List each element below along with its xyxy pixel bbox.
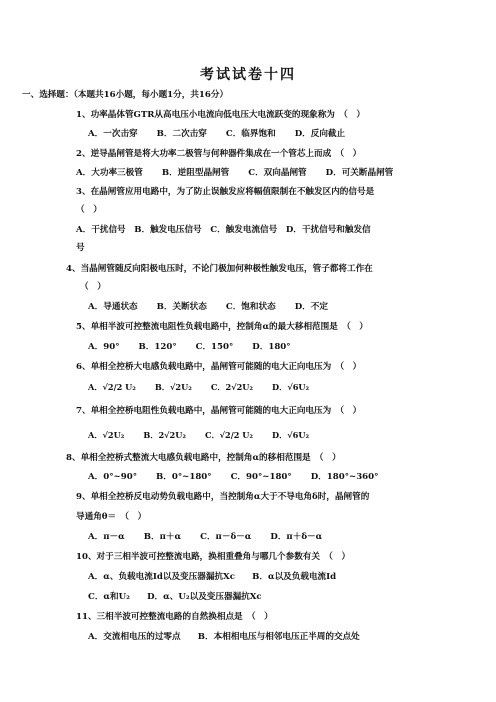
question-6-stem: 6、单相全控桥大电感负载电路中，晶闸管可能随的电大正向电压为 （ ）	[76, 362, 362, 372]
option-d: D．不定	[294, 302, 328, 312]
question-9-stem-continued: 导通角θ＝ （ ）	[76, 512, 147, 522]
question-8-stem: 8、单相全控桥式整流大电感负载电路中，控制角α的移相范围是 （ ）	[66, 453, 341, 463]
page-title: 考试试卷十四	[200, 67, 296, 83]
option-d: D．可关断晶闸管	[325, 168, 394, 178]
option-b: B．π＋α	[143, 532, 182, 542]
option-a: A．大功率三极管	[76, 168, 143, 178]
option-b: B．二次击穿	[156, 129, 207, 139]
question-7-stem: 7、单相全控桥电阻性负载电路中，晶闸管可能随的电大正向电压为 （ ）	[76, 406, 362, 416]
option-b: B．关断状态	[156, 302, 207, 312]
question-3-stem-continued: （ ）	[76, 205, 102, 215]
option-a: A．π－α	[88, 532, 125, 542]
section-heading: 一、选择题：（本题共16小题，每小题1分，共16分）	[22, 90, 229, 100]
option-b: B．2√2U₂	[143, 430, 186, 440]
option-b: B．120°	[138, 342, 177, 352]
option-c: C．150°	[195, 342, 234, 352]
option-c: C．双向晶闸管	[248, 168, 307, 178]
question-4-stem-continued: （ ）	[80, 282, 106, 292]
question-3-stem: 3、在晶闸管应用电路中，为了防止误触发应将幅值限制在不触发区内的信号是	[76, 187, 375, 197]
option-c: C．临界饱和	[225, 129, 276, 139]
option-d: D．π＋δ－α	[270, 532, 323, 542]
option-a: A．√2U₂	[88, 430, 125, 440]
option-b: B．√2U₂	[154, 382, 192, 392]
option-d: D．反向截止	[294, 129, 346, 139]
question-3-options: A．干扰信号 B．触发电压信号 C．触发电流信号 D．干扰信号和触发信	[76, 225, 371, 235]
question-6-options	[88, 382, 309, 394]
question-8-options	[88, 472, 378, 483]
question-10-options: A．α、负载电流Id以及变压器漏抗Xc B．α以及负载电流Id	[88, 572, 337, 582]
question-11-options: A．交流相电压的过零点 B．本相相电压与相邻电压正半周的交点处	[88, 632, 360, 642]
option-c: C．√2/2 U₂	[204, 430, 254, 440]
option-a: A．导通状态	[88, 302, 138, 312]
question-10-stem: 10、对于三相半波可控整流电路，换相重叠角与哪几个参数有关 （ ）	[76, 552, 351, 562]
question-9-stem: 9、单相全控桥反电动势负载电路中，当控制角α大于不导电角δ时，晶闸管的	[76, 492, 370, 502]
question-11-stem: 11、三相半波可控整流电路的自然换相点是 （ ）	[76, 612, 273, 622]
option-a: A．0°~90°	[88, 472, 137, 482]
option-c: C．π－δ－α	[200, 532, 252, 542]
option-d: D．180°~360°	[310, 472, 379, 482]
question-3-options-continued: 号	[76, 243, 85, 253]
option-d: D．180°	[252, 342, 291, 352]
question-4-stem: 4、当晶闸管随反向阳极电压时，不论门极加何种极性触发电压，管子都将工作在	[66, 264, 373, 274]
option-a: A．√2/2 U₂	[88, 382, 136, 392]
question-7-options	[88, 430, 309, 442]
question-2-options	[76, 168, 393, 179]
option-b: B．逆阻型晶闸管	[161, 168, 230, 178]
option-d: D．√6U₂	[272, 382, 310, 392]
option-a: A．一次击穿	[88, 129, 138, 139]
question-5-options	[88, 342, 291, 353]
question-5-stem: 5、单相半波可控整流电阻性负载电路中，控制角α的最大移相范围是 （ ）	[76, 322, 368, 332]
option-c: C．90°~180°	[230, 472, 292, 482]
question-1-options	[88, 129, 345, 140]
option-c: C．饱和状态	[225, 302, 276, 312]
option-b: B．0°~180°	[156, 472, 212, 482]
question-1-stem: 1、功率晶体管GTR从高电压小电流向低电压大电流跃变的现象称为 （ ）	[76, 110, 365, 120]
option-a: A．90°	[88, 342, 120, 352]
option-d: D．√6U₂	[272, 430, 310, 440]
question-9-options	[88, 532, 322, 543]
question-2-stem: 2、逆导晶闸管是将大功率二极管与何种器件集成在一个管芯上而成 （ ）	[76, 149, 362, 159]
question-10-options-continued: C．α和U₂ D．α、U₂以及变压器漏抗Xc	[88, 592, 262, 602]
question-4-options	[88, 302, 328, 313]
option-c: C．2√2U₂	[210, 382, 254, 392]
